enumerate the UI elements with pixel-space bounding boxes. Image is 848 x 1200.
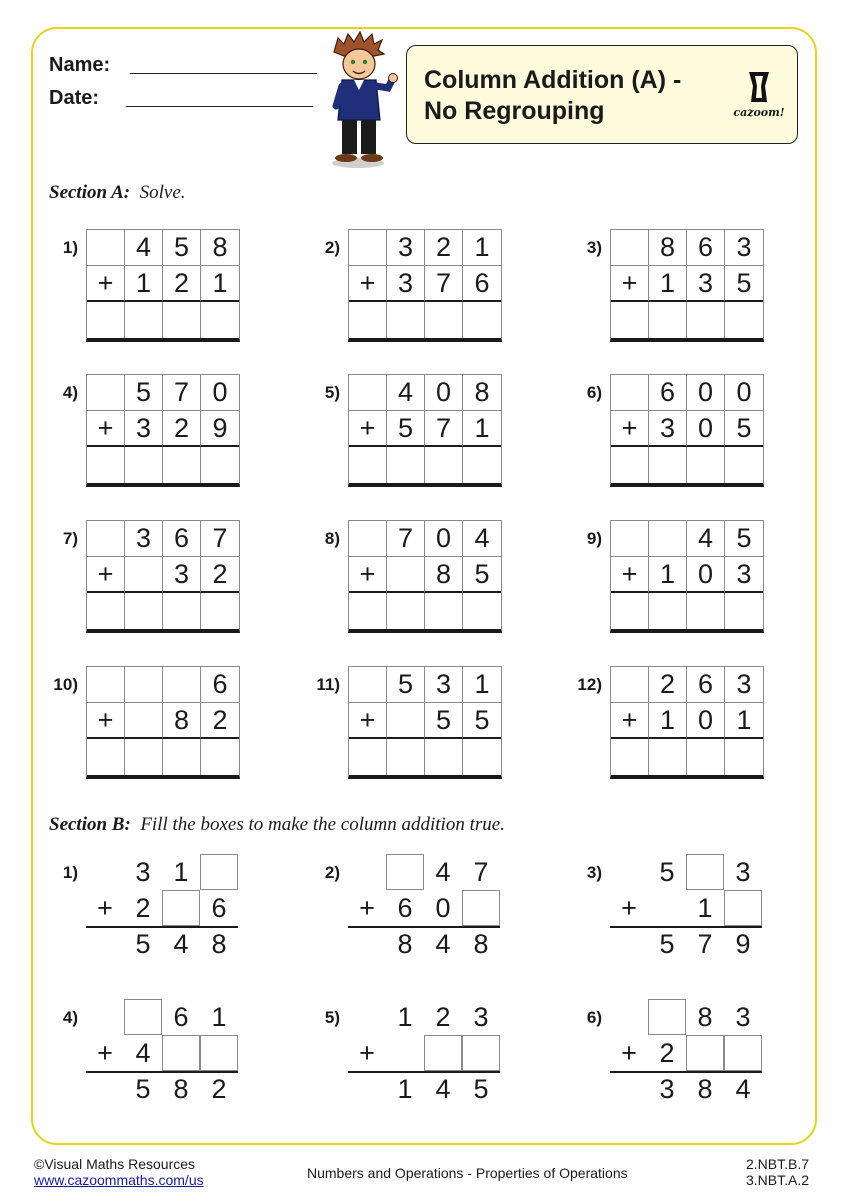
digit-cell: [348, 926, 386, 962]
plus-sign: +: [359, 892, 375, 923]
missing-digit-box[interactable]: [200, 1035, 238, 1071]
addition-grid: [86, 229, 240, 342]
digit-cell: [163, 667, 201, 703]
digit-cell: 6: [463, 266, 501, 302]
footer-copyright: ©Visual Maths Resources: [34, 1156, 196, 1172]
missing-digit-box[interactable]: [462, 890, 500, 926]
answer-box[interactable]: [201, 593, 239, 629]
sum-line: [86, 1071, 238, 1073]
digit-cell: 8: [697, 1001, 713, 1032]
footer-standard-2: 3.NBT.A.2: [746, 1172, 810, 1188]
digit-cell: 4: [135, 1037, 151, 1068]
digit-cell: 3: [725, 557, 763, 593]
answer-box[interactable]: [463, 739, 501, 775]
answer-box[interactable]: [87, 447, 125, 483]
digit-cell: 9: [735, 928, 751, 959]
digit-cell: 3: [687, 266, 725, 302]
digit-cell: 2: [201, 557, 239, 593]
digit-cell: 4: [435, 1073, 451, 1104]
answer-box[interactable]: [649, 447, 687, 483]
addition-grid: [610, 666, 764, 779]
digit-cell: 3: [725, 667, 763, 703]
missing-digit-box[interactable]: [724, 1035, 762, 1071]
missing-digit-problem: [86, 999, 238, 1107]
plus-sign: +: [87, 411, 125, 447]
digit-cell: 7: [163, 375, 201, 411]
missing-digit-problem: [86, 854, 238, 962]
sum-line: [348, 926, 500, 928]
digit-cell: [86, 1071, 124, 1107]
digit-cell: 8: [211, 928, 227, 959]
digit-cell: 4: [687, 521, 725, 557]
digit-cell: 0: [687, 375, 725, 411]
answer-box[interactable]: [611, 593, 649, 629]
digit-cell: 4: [435, 928, 451, 959]
answer-box[interactable]: [349, 447, 387, 483]
missing-digit-problem: [348, 999, 500, 1107]
question-number: 6): [586, 1008, 602, 1027]
addition-grid: [86, 666, 240, 779]
answer-box[interactable]: [87, 739, 125, 775]
answer-box[interactable]: [163, 739, 201, 775]
digit-cell: 1: [649, 703, 687, 739]
digit-cell: [349, 230, 387, 266]
answer-box[interactable]: [349, 302, 387, 338]
answer-box[interactable]: [725, 447, 763, 483]
plus-sign: +: [87, 266, 125, 302]
plus-sign: +: [621, 1037, 637, 1068]
digit-cell: 1: [463, 667, 501, 703]
answer-box[interactable]: [387, 302, 425, 338]
digit-cell: [387, 703, 425, 739]
digit-cell: 7: [201, 521, 239, 557]
missing-digit-box[interactable]: [124, 999, 162, 1035]
question-number: 12): [577, 675, 602, 694]
missing-digit-problem: [610, 854, 762, 962]
plus-sign: +: [359, 1037, 375, 1068]
digit-cell: [610, 1071, 648, 1107]
section-a-label: Section A:: [49, 182, 131, 203]
digit-cell: 2: [135, 892, 151, 923]
digit-cell: 2: [201, 703, 239, 739]
digit-cell: [87, 521, 125, 557]
missing-digit-box[interactable]: [648, 999, 686, 1035]
question-number: 8): [324, 529, 340, 548]
answer-box[interactable]: [425, 593, 463, 629]
section-b-heading: [49, 814, 505, 836]
digit-cell: 6: [649, 375, 687, 411]
answer-box[interactable]: [425, 302, 463, 338]
digit-cell: 5: [135, 1073, 151, 1104]
digit-cell: [387, 557, 425, 593]
plus-sign: +: [611, 411, 649, 447]
answer-box[interactable]: [463, 447, 501, 483]
logo-text: cazoom!: [733, 106, 785, 119]
digit-cell: 1: [173, 856, 189, 887]
answer-box[interactable]: [125, 302, 163, 338]
digit-cell: [348, 854, 386, 890]
digit-cell: 1: [125, 266, 163, 302]
digit-cell: 1: [463, 230, 501, 266]
answer-box[interactable]: [163, 593, 201, 629]
digit-cell: 5: [125, 375, 163, 411]
digit-cell: 6: [211, 892, 227, 923]
digit-cell: 2: [435, 1001, 451, 1032]
digit-cell: 9: [201, 411, 239, 447]
digit-cell: 8: [425, 557, 463, 593]
section-a-instruction: Solve.: [139, 182, 186, 203]
digit-cell: [610, 854, 648, 890]
question-number: 2): [324, 238, 340, 257]
question-number: 6): [586, 383, 602, 402]
sum-line: [348, 1071, 500, 1073]
missing-digit-box[interactable]: [386, 854, 424, 890]
digit-cell: 5: [725, 411, 763, 447]
question-number: 3): [586, 863, 602, 882]
digit-cell: 3: [163, 557, 201, 593]
digit-cell: 5: [463, 703, 501, 739]
plus-sign: +: [611, 266, 649, 302]
digit-cell: [348, 999, 386, 1035]
digit-cell: 8: [163, 703, 201, 739]
answer-box[interactable]: [425, 447, 463, 483]
digit-cell: 8: [697, 1073, 713, 1104]
digit-cell: 1: [725, 703, 763, 739]
digit-cell: 2: [659, 1037, 675, 1068]
answer-box[interactable]: [649, 593, 687, 629]
missing-digit-box[interactable]: [200, 854, 238, 890]
digit-cell: 1: [463, 411, 501, 447]
digit-cell: [125, 557, 163, 593]
digit-cell: 5: [463, 557, 501, 593]
cazoom-logo-icon: [729, 68, 789, 128]
digit-cell: [649, 521, 687, 557]
date-label: Date:: [49, 87, 100, 109]
digit-cell: 1: [649, 266, 687, 302]
answer-box[interactable]: [387, 447, 425, 483]
digit-cell: 8: [473, 928, 489, 959]
answer-box[interactable]: [125, 593, 163, 629]
digit-cell: 2: [211, 1073, 227, 1104]
answer-box[interactable]: [125, 447, 163, 483]
answer-box[interactable]: [687, 447, 725, 483]
digit-cell: 3: [649, 411, 687, 447]
digit-cell: 7: [425, 411, 463, 447]
digit-cell: 0: [201, 375, 239, 411]
footer-topic: Numbers and Operations - Properties of Operations: [307, 1165, 628, 1181]
question-number: 1): [62, 863, 78, 882]
digit-cell: [349, 521, 387, 557]
answer-box[interactable]: [387, 739, 425, 775]
digit-cell: 4: [463, 521, 501, 557]
answer-box[interactable]: [725, 593, 763, 629]
footer-standard-1: 2.NBT.B.7: [746, 1156, 810, 1172]
digit-cell: 5: [725, 521, 763, 557]
question-number: 4): [62, 1008, 78, 1027]
answer-box[interactable]: [687, 593, 725, 629]
digit-cell: [87, 667, 125, 703]
digit-cell: [611, 230, 649, 266]
question-number: 11): [316, 675, 340, 694]
digit-cell: 3: [135, 856, 151, 887]
question-number: 2): [324, 863, 340, 882]
digit-cell: 4: [125, 230, 163, 266]
answer-box[interactable]: [87, 302, 125, 338]
cartoon-boy-illustration: [322, 30, 402, 170]
digit-cell: 2: [163, 411, 201, 447]
digit-cell: 5: [387, 667, 425, 703]
digit-cell: 5: [387, 411, 425, 447]
digit-cell: 1: [397, 1001, 413, 1032]
digit-cell: 7: [425, 266, 463, 302]
question-number: 9): [586, 529, 602, 548]
digit-cell: 1: [397, 1073, 413, 1104]
digit-cell: 5: [163, 230, 201, 266]
question-number: 5): [324, 383, 340, 402]
digit-cell: [611, 521, 649, 557]
digit-cell: [610, 999, 648, 1035]
digit-cell: [349, 667, 387, 703]
answer-box[interactable]: [611, 739, 649, 775]
digit-cell: 5: [725, 266, 763, 302]
digit-cell: 6: [687, 667, 725, 703]
answer-box[interactable]: [725, 302, 763, 338]
digit-cell: 3: [125, 521, 163, 557]
missing-digit-box[interactable]: [686, 1035, 724, 1071]
plus-sign: +: [87, 703, 125, 739]
name-field[interactable]: [130, 73, 317, 74]
digit-cell: 0: [687, 557, 725, 593]
digit-cell: 5: [659, 928, 675, 959]
answer-box[interactable]: [387, 593, 425, 629]
digit-cell: 7: [697, 928, 713, 959]
addition-grid: [348, 666, 502, 779]
digit-cell: 7: [473, 856, 489, 887]
answer-box[interactable]: [463, 593, 501, 629]
digit-cell: 8: [397, 928, 413, 959]
digit-cell: 0: [687, 703, 725, 739]
answer-box[interactable]: [649, 302, 687, 338]
missing-digit-box[interactable]: [462, 1035, 500, 1071]
digit-cell: 6: [397, 892, 413, 923]
digit-cell: 4: [435, 856, 451, 887]
digit-cell: 0: [725, 375, 763, 411]
digit-cell: 8: [463, 375, 501, 411]
digit-cell: 1: [697, 892, 713, 923]
digit-cell: [87, 230, 125, 266]
digit-cell: [611, 667, 649, 703]
digit-cell: 5: [473, 1073, 489, 1104]
digit-cell: 3: [125, 411, 163, 447]
addition-grid: [348, 229, 502, 342]
missing-digit-box[interactable]: [162, 890, 200, 926]
plus-sign: +: [97, 892, 113, 923]
question-number: 10): [53, 675, 78, 694]
digit-cell: 5: [425, 703, 463, 739]
digit-cell: 3: [659, 1073, 675, 1104]
addition-grid: [348, 520, 502, 633]
missing-digit-box[interactable]: [424, 1035, 462, 1071]
answer-box[interactable]: [687, 739, 725, 775]
answer-box[interactable]: [201, 302, 239, 338]
sum-line: [610, 1071, 762, 1073]
digit-cell: 3: [473, 1001, 489, 1032]
digit-cell: 1: [649, 557, 687, 593]
addition-grid: [610, 229, 764, 342]
section-b-instruction: Fill the boxes to make the column addition true.: [140, 814, 505, 835]
answer-box[interactable]: [349, 739, 387, 775]
addition-grid: [86, 374, 240, 487]
digit-cell: 1: [211, 1001, 227, 1032]
answer-box[interactable]: [201, 739, 239, 775]
answer-box[interactable]: [611, 302, 649, 338]
question-number: 1): [62, 238, 78, 257]
answer-box[interactable]: [687, 302, 725, 338]
digit-cell: [86, 854, 124, 890]
digit-cell: 3: [387, 230, 425, 266]
plus-sign: +: [621, 892, 637, 923]
plus-sign: +: [611, 703, 649, 739]
title-box: [406, 45, 798, 144]
digit-cell: 7: [387, 521, 425, 557]
question-number: 7): [62, 529, 78, 548]
addition-grid: [348, 374, 502, 487]
digit-cell: 0: [425, 521, 463, 557]
digit-cell: 6: [687, 230, 725, 266]
digit-cell: 4: [173, 928, 189, 959]
digit-cell: 6: [163, 521, 201, 557]
addition-grid: [610, 374, 764, 487]
answer-box[interactable]: [611, 447, 649, 483]
digit-cell: 1: [201, 266, 239, 302]
digit-cell: 3: [725, 230, 763, 266]
digit-cell: [386, 1035, 424, 1071]
answer-box[interactable]: [163, 447, 201, 483]
digit-cell: [86, 999, 124, 1035]
section-b-label: Section B:: [49, 814, 131, 835]
digit-cell: 3: [425, 667, 463, 703]
answer-box[interactable]: [649, 739, 687, 775]
plus-sign: +: [349, 266, 387, 302]
digit-cell: 0: [425, 375, 463, 411]
digit-cell: 8: [201, 230, 239, 266]
digit-cell: 2: [163, 266, 201, 302]
plus-sign: +: [349, 411, 387, 447]
plus-sign: +: [349, 557, 387, 593]
answer-box[interactable]: [201, 447, 239, 483]
date-field[interactable]: [126, 106, 313, 107]
missing-digit-box[interactable]: [686, 854, 724, 890]
addition-grid: [86, 520, 240, 633]
digit-cell: [610, 926, 648, 962]
digit-cell: 6: [201, 667, 239, 703]
worksheet-title: Column Addition (A) - No Regrouping: [424, 66, 682, 125]
sum-line: [610, 926, 762, 928]
digit-cell: [349, 375, 387, 411]
sum-line: [86, 926, 238, 928]
section-a-heading: [49, 182, 186, 204]
plus-sign: +: [611, 557, 649, 593]
digit-cell: 3: [735, 856, 751, 887]
digit-cell: 2: [649, 667, 687, 703]
digit-cell: 8: [173, 1073, 189, 1104]
digit-cell: 4: [735, 1073, 751, 1104]
digit-cell: 5: [659, 856, 675, 887]
missing-digit-problem: [610, 999, 762, 1107]
digit-cell: 0: [435, 892, 451, 923]
digit-cell: 6: [173, 1001, 189, 1032]
digit-cell: 5: [135, 928, 151, 959]
question-number: 5): [324, 1008, 340, 1027]
answer-box[interactable]: [425, 739, 463, 775]
question-number: 3): [586, 238, 602, 257]
digit-cell: 4: [387, 375, 425, 411]
plus-sign: +: [87, 557, 125, 593]
footer-website-link[interactable]: www.cazoommaths.com/us: [34, 1172, 204, 1188]
digit-cell: [125, 703, 163, 739]
digit-cell: [86, 926, 124, 962]
question-number: 4): [62, 383, 78, 402]
missing-digit-problem: [348, 854, 500, 962]
missing-digit-box[interactable]: [162, 1035, 200, 1071]
digit-cell: 2: [425, 230, 463, 266]
digit-cell: [87, 375, 125, 411]
answer-box[interactable]: [125, 739, 163, 775]
name-label: Name:: [49, 54, 111, 76]
digit-cell: [648, 890, 686, 926]
plus-sign: +: [349, 703, 387, 739]
answer-box[interactable]: [163, 302, 201, 338]
answer-box[interactable]: [725, 739, 763, 775]
missing-digit-box[interactable]: [724, 890, 762, 926]
addition-grid: [610, 520, 764, 633]
digit-cell: [348, 1071, 386, 1107]
plus-sign: +: [97, 1037, 113, 1068]
digit-cell: 3: [387, 266, 425, 302]
digit-cell: 8: [649, 230, 687, 266]
digit-cell: 3: [735, 1001, 751, 1032]
answer-box[interactable]: [349, 593, 387, 629]
answer-box[interactable]: [463, 302, 501, 338]
digit-cell: [611, 375, 649, 411]
digit-cell: [125, 667, 163, 703]
digit-cell: 0: [687, 411, 725, 447]
answer-box[interactable]: [87, 593, 125, 629]
